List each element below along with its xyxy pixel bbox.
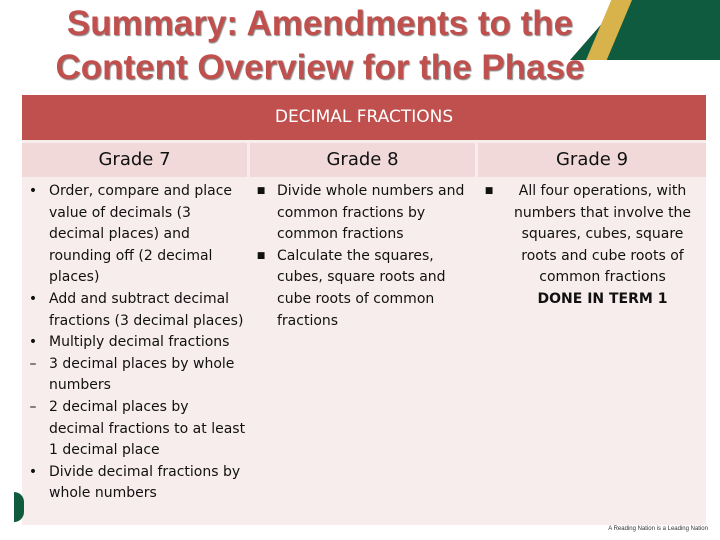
table-header: DECIMAL FRACTIONS — [22, 95, 706, 140]
bullet-marker: • — [28, 334, 38, 351]
list-item-text: Add and subtract decimal fractions (3 decimal places) — [49, 290, 244, 329]
list-item-text: 2 decimal places by decimal fractions to at least 1 decimal place — [49, 398, 246, 459]
dash-marker: – — [29, 355, 37, 372]
done-note: DONE IN TERM 1 — [537, 290, 668, 307]
list-item-text: All four operations, with numbers that involve the squares, cubes, square roots and cube roots of common fractions — [513, 183, 692, 286]
list-item-text: Divide whole numbers and common fractions by common fractions — [277, 183, 465, 243]
list-item — [22, 181, 246, 289]
grade-9-content — [478, 181, 700, 311]
list-item-text: Order, compare and place value of decimals (3 decimal places) and rounding off (2 decimal places) — [49, 183, 233, 286]
bullet-marker: • — [28, 463, 38, 480]
square-bullet-icon: ■ — [484, 186, 494, 196]
footer-slogan: A Reading Nation is a Leading Nation — [608, 526, 708, 532]
list-item-text: 3 decimal places by whole numbers — [49, 355, 235, 394]
list-item — [22, 332, 246, 354]
column-head-grade-8: Grade 8 — [250, 143, 475, 177]
square-bullet-icon: ■ — [256, 186, 266, 196]
decimal-fractions-table — [22, 95, 706, 525]
grade-7-content — [22, 181, 246, 505]
bullet-marker: • — [28, 290, 38, 307]
list-item-text: Calculate the squares, cubes, square roots and cube roots of common fractions — [277, 247, 446, 329]
square-bullet-icon: ■ — [256, 250, 266, 261]
slide-title: Summary: Amendments to the Content Overview for the Phase — [55, 4, 585, 87]
list-item — [22, 289, 246, 332]
column-head-grade-9: Grade 9 — [478, 143, 706, 177]
grade-8-content — [250, 181, 472, 332]
bullet-marker: • — [28, 183, 38, 199]
list-item-text: Divide decimal fractions by whole numbers — [49, 463, 241, 502]
list-item — [478, 181, 700, 311]
list-item-text: Multiply decimal fractions — [49, 334, 230, 351]
column-head-grade-7: Grade 7 — [22, 143, 247, 177]
dash-marker: – — [29, 398, 37, 415]
list-item — [250, 246, 472, 332]
list-item — [22, 397, 246, 462]
list-item — [22, 462, 246, 505]
list-item — [22, 354, 246, 397]
list-item — [250, 181, 472, 246]
